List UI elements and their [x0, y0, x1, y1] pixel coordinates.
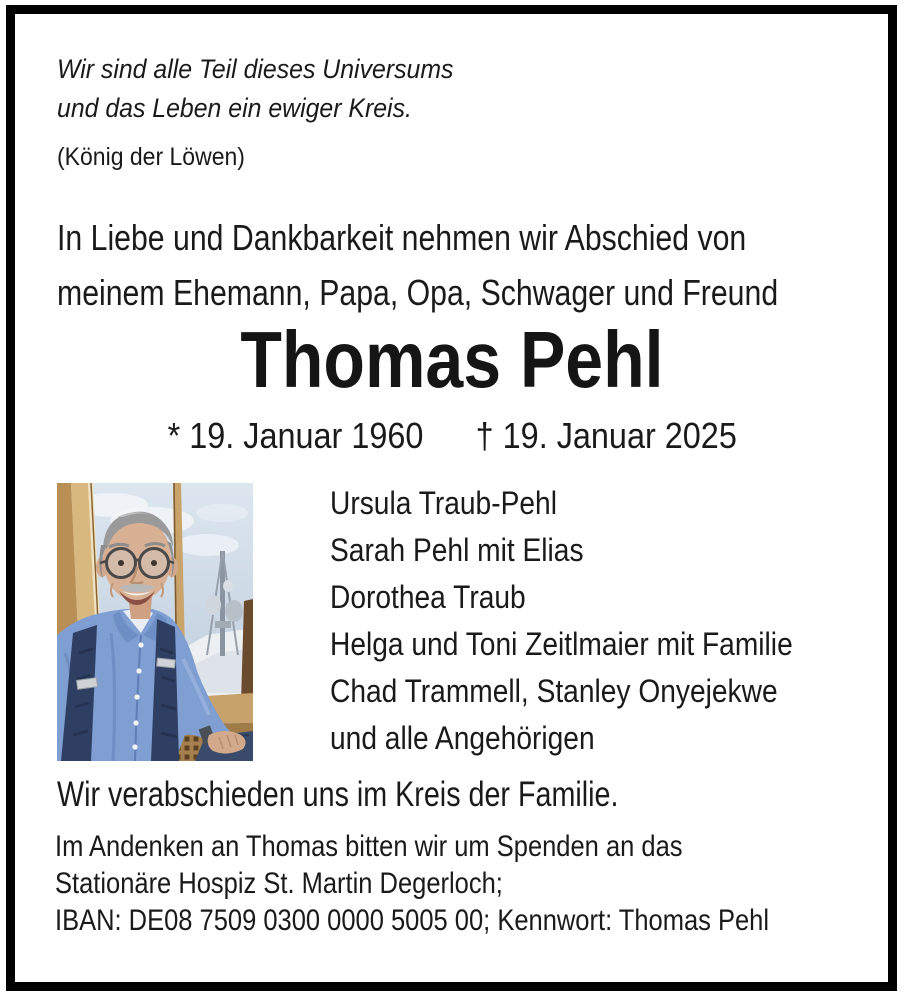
- mourner-list: [330, 480, 856, 762]
- intro-line-1: In Liebe und Dankbarkeit nehmen wir Abschied von: [57, 217, 747, 258]
- quote-attribution: (König der Löwen): [57, 143, 245, 171]
- death-date: † 19. Januar 2025: [475, 415, 737, 456]
- mourner-2: Sarah Pehl mit Elias: [330, 532, 584, 568]
- mourner-6: und alle Angehörigen: [330, 720, 595, 756]
- farewell-line: Wir verabschieden uns im Kreis der Familie.: [57, 775, 619, 814]
- donation-line-2: Stationäre Hospiz St. Martin Degerloch;: [55, 867, 503, 900]
- mourner-1: Ursula Traub-Pehl: [330, 485, 557, 521]
- intro-block: [57, 210, 904, 320]
- intro-line-2: meinem Ehemann, Papa, Opa, Schwager und Freund: [57, 272, 779, 313]
- birth-date: * 19. Januar 1960: [167, 415, 424, 456]
- deceased-name: Thomas Pehl: [240, 315, 664, 404]
- quote-line-2: und das Leben ein ewiger Kreis.: [57, 93, 412, 123]
- deceased-name-row: [0, 315, 904, 404]
- dates-line: [167, 414, 736, 458]
- quote-line-1: Wir sind alle Teil dieses Universums: [57, 54, 454, 84]
- portrait-photo-graphic: [57, 483, 253, 761]
- donation-line-1: Im Andenken an Thomas bitten wir um Spenden an das: [55, 830, 683, 863]
- quote-block: [57, 50, 488, 128]
- donation-line-3: IBAN: DE08 7509 0300 0000 5005 00; Kennwort: Thomas Pehl: [55, 904, 770, 937]
- donation-block: [55, 828, 895, 939]
- mourner-5: Chad Trammell, Stanley Onyejekwe: [330, 673, 778, 709]
- portrait-photo: [57, 483, 253, 761]
- dates-row: [0, 414, 904, 458]
- quote-attribution-block: [57, 140, 261, 174]
- mourner-4: Helga und Toni Zeitlmaier mit Familie: [330, 626, 793, 662]
- farewell-block: [57, 772, 742, 818]
- mourner-3: Dorothea Traub: [330, 579, 526, 615]
